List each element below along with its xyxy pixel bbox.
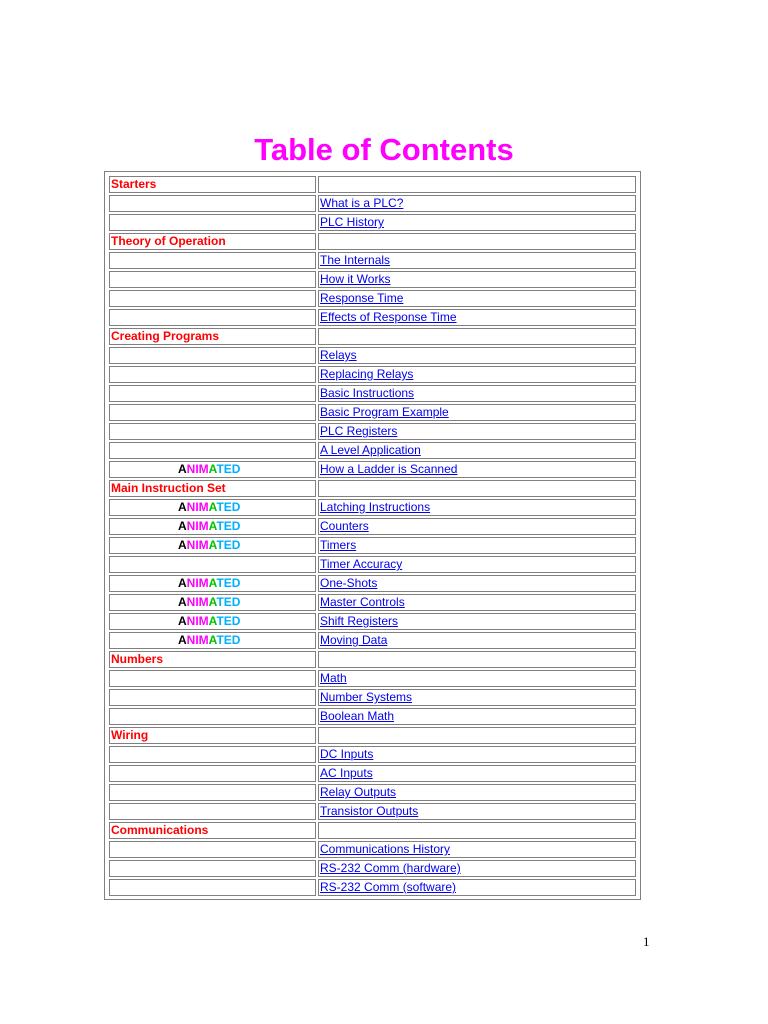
- toc-left-cell: [109, 366, 316, 383]
- toc-right-cell: [318, 575, 636, 592]
- toc-link[interactable]: Response Time: [320, 291, 404, 305]
- toc-left-cell: [109, 195, 316, 212]
- animated-letters: A: [178, 576, 187, 590]
- animated-letters: A: [178, 595, 187, 609]
- animated-letters: A: [178, 519, 187, 533]
- toc-right-cell: [318, 423, 636, 440]
- toc-right-cell: [318, 822, 636, 839]
- toc-frame: [104, 171, 641, 900]
- toc-right-cell: [318, 195, 636, 212]
- toc-left-cell: [109, 727, 316, 744]
- toc-link[interactable]: AC Inputs: [320, 766, 373, 780]
- section-heading: Wiring: [111, 728, 149, 742]
- toc-row: [109, 271, 636, 288]
- animated-letters: A: [178, 500, 187, 514]
- toc-row: [109, 461, 636, 478]
- animated-letters: NIM: [186, 500, 209, 514]
- toc-left-cell: [109, 632, 316, 649]
- toc-right-cell: [318, 328, 636, 345]
- toc-body: [109, 176, 636, 896]
- toc-right-cell: [318, 252, 636, 269]
- toc-left-cell: [109, 879, 316, 896]
- toc-right-cell: [318, 651, 636, 668]
- toc-link[interactable]: Replacing Relays: [320, 367, 414, 381]
- toc-row: [109, 727, 636, 744]
- page-number: 1: [643, 934, 650, 949]
- animated-letters: A: [178, 462, 187, 476]
- toc-link[interactable]: Relay Outputs: [320, 785, 397, 799]
- toc-row: [109, 233, 636, 250]
- toc-row: [109, 613, 636, 630]
- toc-link[interactable]: Math: [320, 671, 347, 685]
- toc-row: [109, 632, 636, 649]
- toc-link[interactable]: Transistor Outputs: [320, 804, 419, 818]
- toc-link[interactable]: DC Inputs: [320, 747, 374, 761]
- toc-right-cell: [318, 309, 636, 326]
- toc-link[interactable]: How it Works: [320, 272, 391, 286]
- toc-left-cell: [109, 461, 316, 478]
- toc-link[interactable]: One-Shots: [320, 576, 378, 590]
- toc-link[interactable]: Effects of Response Time: [320, 310, 457, 324]
- animated-badge: [111, 576, 314, 591]
- toc-link[interactable]: Basic Program Example: [320, 405, 449, 419]
- section-heading: Creating Programs: [111, 329, 220, 343]
- toc-left-cell: [109, 746, 316, 763]
- toc-left-cell: [109, 784, 316, 801]
- toc-row: [109, 518, 636, 535]
- animated-badge: [111, 519, 314, 534]
- toc-left-cell: [109, 708, 316, 725]
- toc-left-cell: [109, 328, 316, 345]
- animated-badge: [111, 614, 314, 629]
- toc-link[interactable]: Timers: [320, 538, 357, 552]
- toc-row: [109, 594, 636, 611]
- animated-badge: [111, 500, 314, 515]
- toc-row: [109, 499, 636, 516]
- toc-right-cell: [318, 879, 636, 896]
- animated-letters: TED: [216, 538, 241, 552]
- toc-right-cell: [318, 271, 636, 288]
- animated-letters: NIM: [186, 538, 209, 552]
- toc-row: [109, 879, 636, 896]
- animated-letters: A: [178, 538, 187, 552]
- toc-left-cell: [109, 309, 316, 326]
- toc-row: [109, 708, 636, 725]
- toc-row: [109, 442, 636, 459]
- toc-row: [109, 556, 636, 573]
- toc-left-cell: [109, 404, 316, 421]
- animated-letters: TED: [216, 462, 241, 476]
- animated-letters: A: [208, 519, 217, 533]
- toc-row: [109, 176, 636, 193]
- toc-right-cell: [318, 632, 636, 649]
- toc-row: [109, 480, 636, 497]
- toc-right-cell: [318, 803, 636, 820]
- toc-left-cell: [109, 290, 316, 307]
- toc-link[interactable]: The Internals: [320, 253, 391, 267]
- section-heading: Starters: [111, 177, 157, 191]
- toc-left-cell: [109, 803, 316, 820]
- toc-left-cell: [109, 670, 316, 687]
- toc-right-cell: [318, 784, 636, 801]
- toc-right-cell: [318, 366, 636, 383]
- toc-left-cell: [109, 613, 316, 630]
- toc-right-cell: [318, 594, 636, 611]
- toc-right-cell: [318, 480, 636, 497]
- animated-letters: A: [208, 576, 217, 590]
- toc-right-cell: [318, 518, 636, 535]
- toc-link[interactable]: What is a PLC?: [320, 196, 404, 210]
- animated-letters: A: [208, 462, 217, 476]
- toc-left-cell: [109, 651, 316, 668]
- toc-right-cell: [318, 347, 636, 364]
- toc-left-cell: [109, 765, 316, 782]
- toc-right-cell: [318, 727, 636, 744]
- toc-link[interactable]: Counters: [320, 519, 369, 533]
- toc-left-cell: [109, 442, 316, 459]
- toc-row: [109, 404, 636, 421]
- section-heading: Numbers: [111, 652, 164, 666]
- toc-left-cell: [109, 252, 316, 269]
- toc-link[interactable]: PLC Registers: [320, 424, 398, 438]
- animated-letters: A: [208, 500, 217, 514]
- animated-letters: TED: [216, 576, 241, 590]
- toc-row: [109, 670, 636, 687]
- toc-left-cell: [109, 594, 316, 611]
- animated-letters: A: [178, 614, 187, 628]
- toc-row: [109, 822, 636, 839]
- toc-row: [109, 575, 636, 592]
- toc-row: [109, 689, 636, 706]
- toc-row: [109, 651, 636, 668]
- toc-row: [109, 252, 636, 269]
- animated-letters: TED: [216, 519, 241, 533]
- toc-link[interactable]: Timer Accuracy: [320, 557, 403, 571]
- toc-row: [109, 385, 636, 402]
- section-heading: Main Instruction Set: [111, 481, 226, 495]
- toc-row: [109, 537, 636, 554]
- animated-letters: TED: [216, 500, 241, 514]
- page-title: Table of Contents: [254, 132, 514, 167]
- toc-row: [109, 765, 636, 782]
- section-heading: Theory of Operation: [111, 234, 226, 248]
- animated-letters: TED: [216, 614, 241, 628]
- toc-row: [109, 290, 636, 307]
- toc-row: [109, 366, 636, 383]
- toc-link[interactable]: Latching Instructions: [320, 500, 431, 514]
- toc-right-cell: [318, 556, 636, 573]
- toc-left-cell: [109, 689, 316, 706]
- toc-left-cell: [109, 822, 316, 839]
- toc-link[interactable]: PLC History: [320, 215, 385, 229]
- animated-letters: NIM: [186, 633, 209, 647]
- toc-link[interactable]: Shift Registers: [320, 614, 399, 628]
- animated-badge: [111, 462, 314, 477]
- toc-right-cell: [318, 385, 636, 402]
- animated-badge: [111, 538, 314, 553]
- toc-left-cell: [109, 271, 316, 288]
- toc-row: [109, 309, 636, 326]
- toc-left-cell: [109, 214, 316, 231]
- toc-right-cell: [318, 461, 636, 478]
- toc-row: [109, 195, 636, 212]
- toc-row: [109, 841, 636, 858]
- toc-left-cell: [109, 841, 316, 858]
- toc-right-cell: [318, 765, 636, 782]
- toc-left-cell: [109, 233, 316, 250]
- toc-row: [109, 803, 636, 820]
- toc-right-cell: [318, 841, 636, 858]
- toc-right-cell: [318, 670, 636, 687]
- animated-letters: NIM: [186, 614, 209, 628]
- toc-link[interactable]: Master Controls: [320, 595, 405, 609]
- toc-right-cell: [318, 290, 636, 307]
- toc-link[interactable]: Boolean Math: [320, 709, 395, 723]
- toc-right-cell: [318, 442, 636, 459]
- animated-badge: [111, 633, 314, 648]
- toc-left-cell: [109, 537, 316, 554]
- toc-row: [109, 746, 636, 763]
- toc-left-cell: [109, 347, 316, 364]
- animated-letters: TED: [216, 633, 241, 647]
- animated-letters: NIM: [186, 519, 209, 533]
- toc-left-cell: [109, 860, 316, 877]
- toc-link[interactable]: Basic Instructions: [320, 386, 415, 400]
- toc-left-cell: [109, 556, 316, 573]
- toc-table: [107, 174, 638, 898]
- toc-right-cell: [318, 214, 636, 231]
- toc-link[interactable]: RS-232 Comm (hardware): [320, 861, 461, 875]
- toc-right-cell: [318, 746, 636, 763]
- toc-left-cell: [109, 518, 316, 535]
- animated-letters: A: [208, 595, 217, 609]
- toc-left-cell: [109, 499, 316, 516]
- toc-row: [109, 860, 636, 877]
- toc-right-cell: [318, 404, 636, 421]
- toc-row: [109, 214, 636, 231]
- toc-link[interactable]: RS-232 Comm (software): [320, 880, 457, 894]
- toc-row: [109, 423, 636, 440]
- toc-link[interactable]: Moving Data: [320, 633, 388, 647]
- toc-link[interactable]: Relays: [320, 348, 357, 362]
- animated-letters: NIM: [186, 576, 209, 590]
- animated-letters: A: [178, 633, 187, 647]
- toc-left-cell: [109, 385, 316, 402]
- animated-letters: NIM: [186, 595, 209, 609]
- toc-right-cell: [318, 176, 636, 193]
- toc-row: [109, 328, 636, 345]
- animated-letters: A: [208, 614, 217, 628]
- toc-left-cell: [109, 575, 316, 592]
- toc-right-cell: [318, 537, 636, 554]
- toc-link[interactable]: How a Ladder is Scanned: [320, 462, 458, 476]
- animated-letters: NIM: [186, 462, 209, 476]
- animated-letters: TED: [216, 595, 241, 609]
- toc-right-cell: [318, 708, 636, 725]
- toc-left-cell: [109, 423, 316, 440]
- toc-right-cell: [318, 233, 636, 250]
- toc-left-cell: [109, 176, 316, 193]
- toc-link[interactable]: Number Systems: [320, 690, 413, 704]
- section-heading: Communications: [111, 823, 209, 837]
- toc-link[interactable]: Communications History: [320, 842, 451, 856]
- toc-right-cell: [318, 613, 636, 630]
- animated-letters: A: [208, 633, 217, 647]
- animated-badge: [111, 595, 314, 610]
- animated-letters: A: [208, 538, 217, 552]
- toc-left-cell: [109, 480, 316, 497]
- toc-row: [109, 784, 636, 801]
- toc-link[interactable]: A Level Application: [320, 443, 421, 457]
- toc-right-cell: [318, 499, 636, 516]
- toc-right-cell: [318, 689, 636, 706]
- toc-right-cell: [318, 860, 636, 877]
- toc-row: [109, 347, 636, 364]
